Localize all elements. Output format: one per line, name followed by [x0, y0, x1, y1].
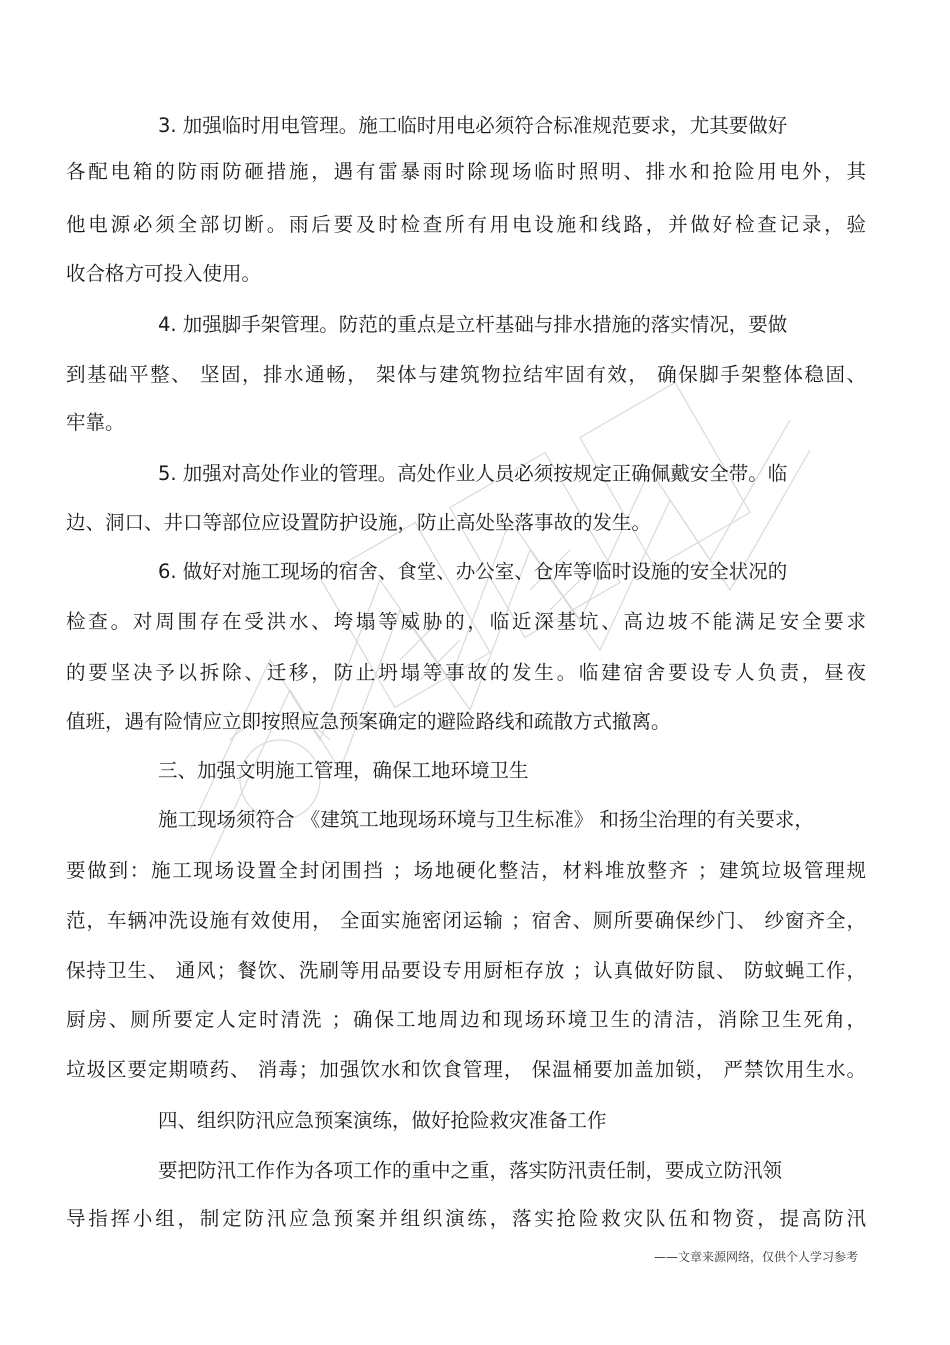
paragraph-sanitation-line-3: 范，车辆冲洗设施有效使用， 全面实施密闭运输 ；宿舍、厕所要确保纱门、 纱窗齐全， — [66, 909, 866, 932]
paragraph-4-line-1: 4. 加强脚手架管理。防范的重点是立杆基础与排水措施的落实情况，要做 — [158, 313, 788, 336]
paragraph-6-line-2: 检查。对周围存在受洪水、垮塌等威胁的，临近深基坑、高边坡不能满足安全要求 — [66, 610, 866, 633]
source-footnote: ——文章来源网络，仅供个人学习参考 — [653, 1250, 858, 1264]
paragraph-3-line-4: 收合格方可投入使用。 — [66, 262, 262, 285]
paragraph-5-line-2: 边、洞口、井口等部位应设置防护设施，防止高处坠落事故的发生。 — [66, 511, 652, 534]
paragraph-4-line-2: 到基础平整、 坚固，排水通畅， 架体与建筑物拉结牢固有效， 确保脚手架整体稳固、 — [66, 363, 866, 386]
paragraph-3-line-1: 3. 加强临时用电管理。施工临时用电必须符合标准规范要求，尤其要做好 — [158, 114, 788, 137]
paragraph-4-line-3: 牢靠。 — [66, 411, 125, 434]
paragraph-6-line-1: 6. 做好对施工现场的宿舍、食堂、办公室、仓库等临时设施的安全状况的 — [158, 560, 788, 583]
paragraph-sanitation-line-2: 要做到：施工现场设置全封闭围挡 ；场地硬化整洁，材料堆放整齐 ；建筑垃圾管理规 — [66, 859, 866, 882]
paragraph-5-line-1: 5. 加强对高处作业的管理。高处作业人员必须按规定正确佩戴安全带。临 — [158, 462, 788, 485]
paragraph-6-line-3: 的要坚决予以拆除、迁移，防止坍塌等事故的发生。临建宿舍要设专人负责，昼夜 — [66, 661, 866, 684]
paragraph-flood-line-2: 导指挥小组，制定防汛应急预案并组织演练，落实抢险救灾队伍和物资，提高防汛 — [66, 1207, 866, 1230]
paragraph-sanitation-line-1: 施工现场须符合 《建筑工地现场环境与卫生标准》 和扬尘治理的有关要求， — [158, 808, 814, 831]
paragraph-sanitation-line-4: 保持卫生、 通风；餐饮、洗刷等用品要设专用厨柜存放 ；认真做好防鼠、 防蚊蝇工作， — [66, 959, 866, 982]
paragraph-sanitation-line-5: 厨房、厕所要定人定时清洗 ；确保工地周边和现场环境卫生的清洁，消除卫生死角， — [66, 1008, 866, 1031]
section-heading-4: 四、组织防汛应急预案演练，做好抢险救灾准备工作 — [158, 1109, 607, 1132]
paragraph-6-line-4: 值班，遇有险情应立即按照应急预案确定的避险路线和疏散方式撤离。 — [66, 710, 671, 733]
section-heading-3: 三、加强文明施工管理，确保工地环境卫生 — [158, 759, 529, 782]
paragraph-flood-line-1: 要把防汛工作作为各项工作的重中之重，落实防汛责任制，要成立防汛领 — [158, 1159, 783, 1182]
paragraph-3-line-3: 他电源必须全部切断。雨后要及时检查所有用电设施和线路，并做好检查记录，验 — [66, 213, 866, 236]
paragraph-3-line-2: 各配电箱的防雨防砸措施，遇有雷暴雨时除现场临时照明、排水和抢险用电外，其 — [66, 160, 866, 183]
paragraph-sanitation-line-6: 垃圾区要定期喷药、 消毒；加强饮水和饮食管理， 保温桶要加盖加锁， 严禁饮用生水。 — [66, 1058, 866, 1081]
